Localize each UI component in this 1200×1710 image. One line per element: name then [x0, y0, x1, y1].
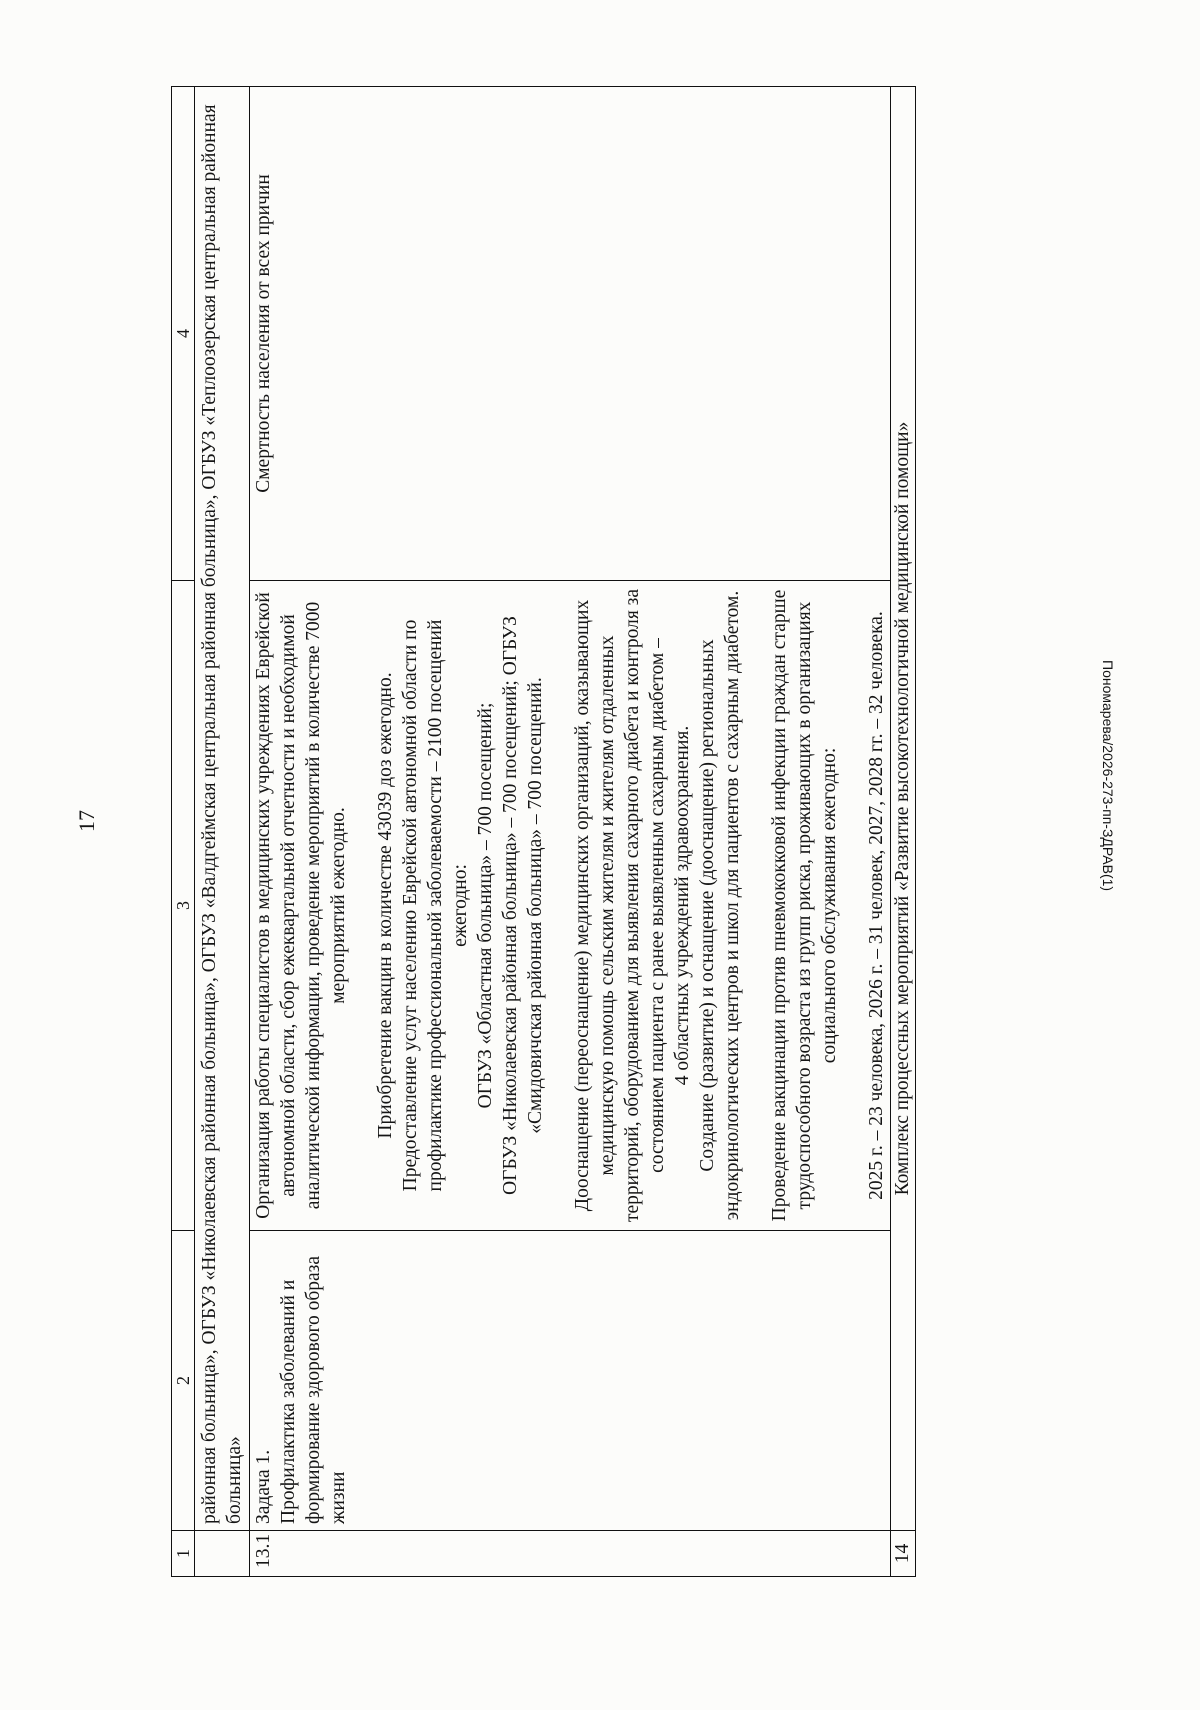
row-number: 14	[891, 1531, 916, 1577]
measure-item: 2025 г. – 23 человека, 2026 г. – 31 человек, 2027, 2028 гг. – 32 человека.	[866, 611, 887, 1200]
measure-item: Предоставление услуг населению Еврейской автономной области по профилактике профессиональной заболеваемости – 2100 посещений ежегодно:	[400, 619, 471, 1192]
measure-item: ОГБУЗ «Николаевская районная больница» – 700 посещений; ОГБУЗ «Смидовичская районная больница» – 700 посещений.	[500, 616, 546, 1195]
measures-table	[171, 86, 916, 1577]
task-text: Профилактика заболеваний и формирование здорового образа жизни	[278, 1255, 349, 1524]
row-number: 13.1	[250, 1531, 891, 1577]
measure-item: Приобретение вакцин в количестве 43039 доз ежегодно.	[375, 672, 396, 1139]
continuation-row	[195, 87, 250, 1577]
column-header-1: 1	[172, 1531, 195, 1577]
measure-item: ОГБУЗ «Областная больница» – 700 посещений;	[475, 702, 496, 1109]
table-header-row	[172, 87, 195, 1577]
table-row-13-1	[250, 87, 891, 1577]
measure-item: 4 областных учреждений здравоохранения.	[672, 725, 693, 1086]
measure-item: Проведение вакцинации против пневмококковой инфекции граждан старше трудоспособного возраста из групп риска, проживающих в организациях социального обслуживания ежегодно:	[769, 589, 840, 1222]
indicator-cell: Смертность населения от всех причин	[250, 87, 891, 581]
measures-table-wrapper	[171, 86, 916, 1577]
measure-item: Дооснащение (переоснащение) медицинских организаций, оказывающих медицинскую помощь сельским жителям и жителям отдаленных территорий, оборудованием для выявления сахарного диабета и контроля за состоянием пациента с ранее выявленным сахарным диабетом –	[572, 588, 668, 1223]
column-header-3: 3	[172, 581, 195, 1231]
page-number: 17	[74, 810, 99, 832]
document-code: Пономарева/2026-273-пп-ЗДРАВ(1)	[1100, 660, 1116, 892]
section-title: Комплекс процессных мероприятий «Развитие высокотехнологичной медицинской помощи»	[891, 87, 916, 1531]
table-row-14	[891, 87, 916, 1577]
measure-item: Организация работы специалистов в медицинских учреждениях Еврейской автономной области, сбор ежеквартальной отчетности и необходимой аналитической информации, проведение мероприятий в количестве 7000 мероприятий ежегодно.	[253, 592, 349, 1219]
column-header-4: 4	[172, 87, 195, 581]
measures-cell	[250, 581, 891, 1231]
column-header-2: 2	[172, 1231, 195, 1531]
continuation-text: районная больница», ОГБУЗ «Николаевская районная больница», ОГБУЗ «Валдгеймская центральная районная больница», ОГБУЗ «Теплоозерская центральная районная больница»	[195, 87, 250, 1531]
task-title: Задача 1.	[253, 1449, 274, 1524]
measure-item: Создание (развитие) и оснащение (дооснащение) региональных эндокринологических центров и школ для пациентов с сахарным диабетом.	[697, 590, 743, 1221]
continuation-number-cell	[195, 1531, 250, 1577]
task-cell	[250, 1231, 891, 1531]
